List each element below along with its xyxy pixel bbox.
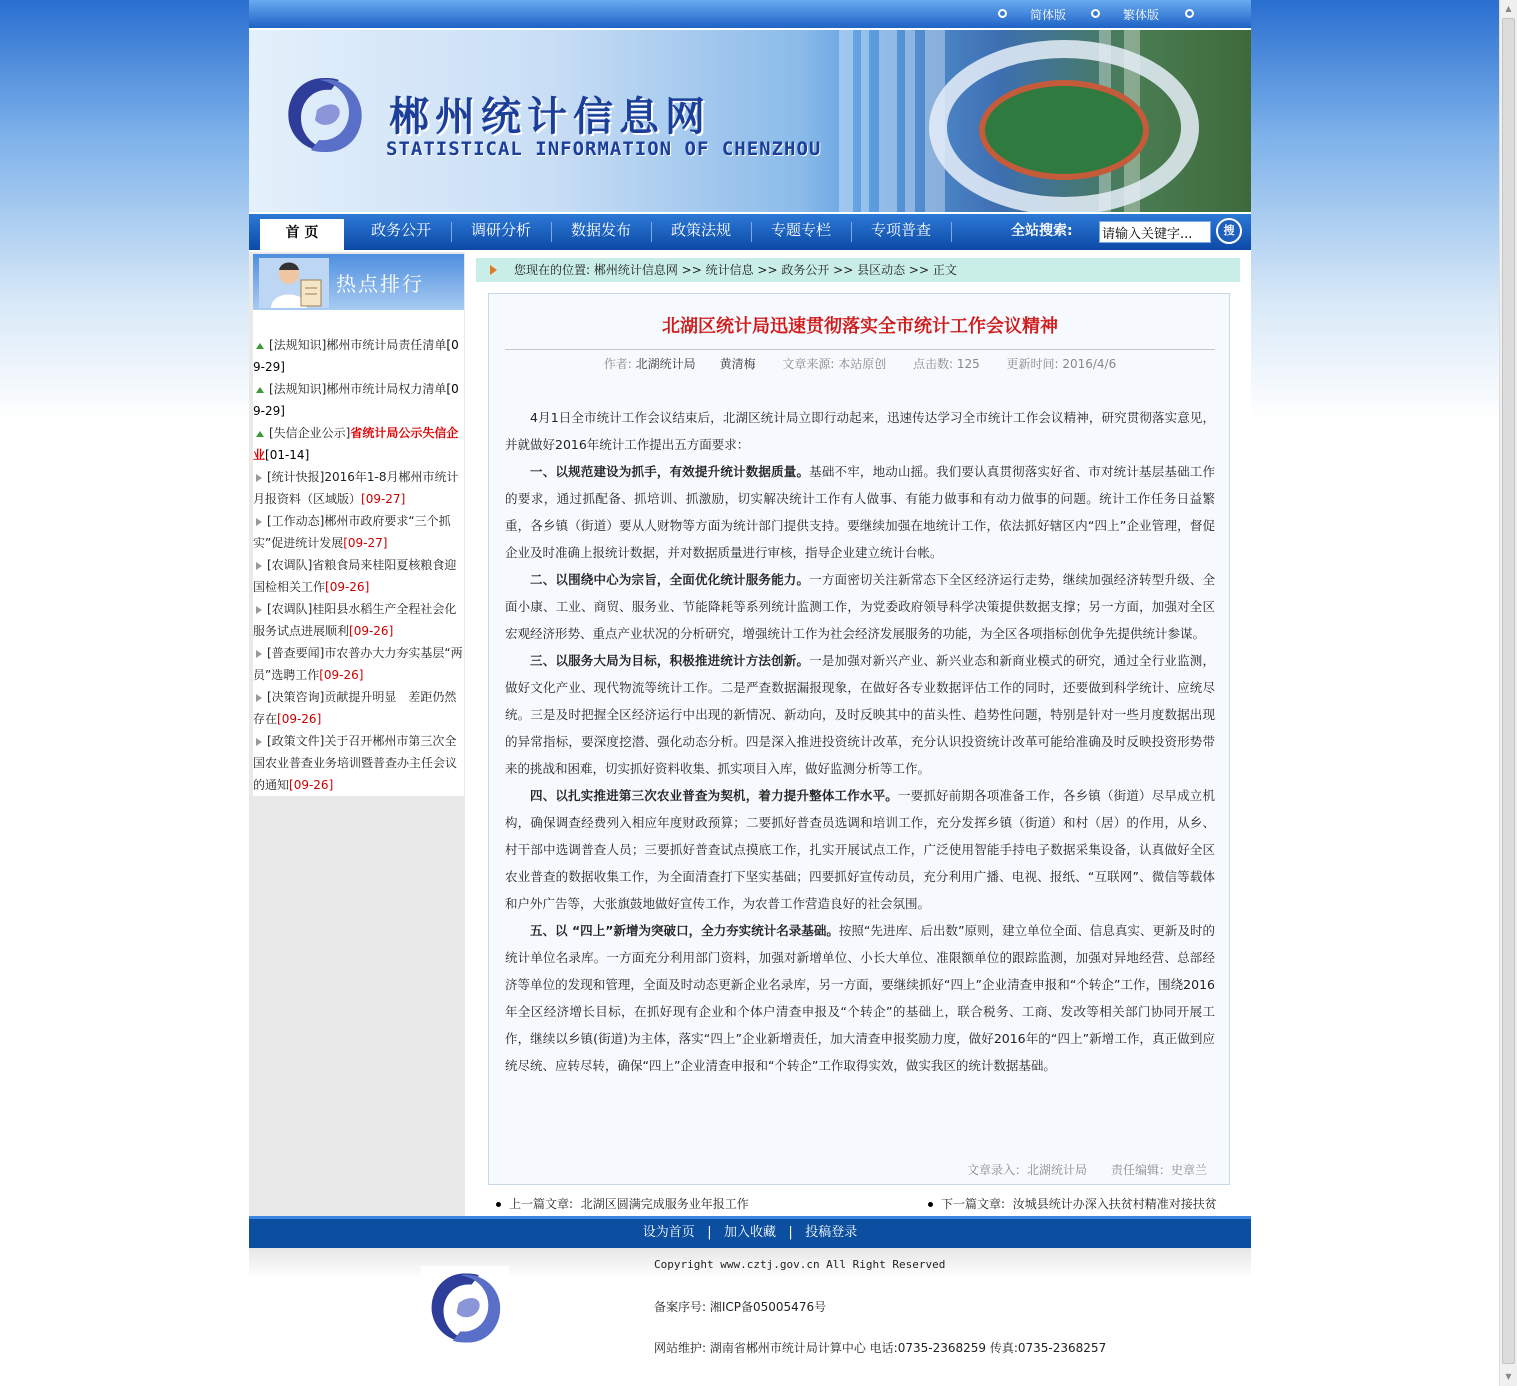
article-section <box>505 782 1215 917</box>
breadcrumb-text: 您现在的位置: 郴州统计信息网 >> 统计信息 >> 政务公开 >> 县区动态 >> 正文 <box>514 263 957 277</box>
section-text: 一方面密切关注新常态下全区经济运行走势，继续加强经济转型升级、全面小康、工业、商贸、服务业、节能降耗等系列统计监测工作，为党委政府领导科学决策提供数据支撑；另一方面，加强对全区宏观经济形势、重点产业状况的分析研究，增强统计工作为社会经济发展服务的功能，为全区各项指标创优争先提供统计参谋。 <box>505 572 1215 641</box>
item-tag: [法规知识] <box>269 382 327 396</box>
item-tag: [法规知识] <box>269 338 327 352</box>
prev-next-nav <box>488 1193 1230 1215</box>
scroll-up-arrow-icon[interactable]: ▲ <box>1505 4 1512 13</box>
author-label: 作者: <box>603 357 632 371</box>
next-label: 下一篇文章: <box>941 1197 1006 1211</box>
section-text: 按照“先进库、后出数”原则，建立单位全面、信息真实、更新及时的统计单位名录库。一方面充分利用部门资料，加强对新增单位、小长大单位、准限额单位的跟踪监测，加强对异地经营、总部经济等单位的发现和管理，全面及时动态更新企业名录库，另一方面，要继续抓好“四上”企业清查申报和“个转企”工作，围绕2016年全区经济增长目标，在抓好现有企业和个体户清查申报及“个转企”的基础上，联合税务、工商、发改等相关部门协同开展工作，继续以乡镇(街道)为主体，落实“四上”企业新增责任，加大清查申报奖励力度，做好2016年的“四上”新增工作，真正做到应统尽统、应转尽转，确保“四上”企业清查申报和“个转企”工作取得实效，做实我区的统计数据基础。 <box>505 923 1215 1073</box>
vertical-scrollbar[interactable] <box>1499 0 1517 1386</box>
source: 本站原创 <box>838 357 887 371</box>
add-favorite-link[interactable]: 加入收藏 <box>723 1225 776 1240</box>
title-divider <box>505 349 1215 350</box>
nav-item-census[interactable]: 专项普查 <box>870 221 931 239</box>
clicks: 125 <box>956 357 980 371</box>
section-heading: 二、以围绕中心为宗旨，全面优化统计服务能力。 <box>530 572 810 587</box>
section-text: 基础不牢，地动山摇。我们要认真贯彻落实好省、市对统计基层基础工作的要求，通过抓配备、抓培训、抓激励，切实解决统计工作有人做事、有能力做事和有动力做事的问题。统计工作任务日益繁重，各乡镇（街道）要从人财物等方面为统计部门提供支持。要继续加强在地统计工作，依法抓好辖区内“四上”企业管理，督促企业及时准确上报统计数据，并对数据质量进行审核，指导企业建立统计台帐。 <box>505 464 1215 560</box>
footer-logo-icon <box>421 1266 509 1350</box>
article <box>488 293 1230 1185</box>
site-title: 郴州统计信息网 <box>389 94 711 140</box>
item-date: [09-27] <box>361 492 406 506</box>
updated-label: 更新时间: <box>1006 357 1059 371</box>
sidebar <box>249 252 465 1216</box>
item-title[interactable]: 关于召开郴州市第三次全国农业普查业务培训暨普查办主任会议的通知 <box>253 734 458 792</box>
article-body <box>505 404 1215 1079</box>
footer-links: 设为首页 | 加入收藏 | 投稿登录 <box>249 1216 1251 1248</box>
item-date: [09-26] <box>277 712 322 726</box>
search-label: 全站搜索: <box>1011 223 1073 239</box>
clicks-label: 点击数: <box>912 357 953 371</box>
search-button[interactable]: 搜 <box>1216 218 1242 244</box>
item-date: [09-26] <box>289 778 334 792</box>
article-title: 北湖区统计局迅速贯彻落实全市统计工作会议精神 <box>662 316 1058 337</box>
site-subtitle: STATISTICAL INFORMATION OF CHENZHOU <box>386 138 822 160</box>
nav-item-home[interactable]: 首 页 <box>260 219 344 250</box>
main-nav <box>249 214 1251 250</box>
footer <box>249 1248 1251 1368</box>
source-label: 文章来源: <box>782 357 835 371</box>
item-title[interactable]: 郴州市政府要求“三个抓实”促进统计发展 <box>253 514 451 550</box>
item-tag: [政策文件] <box>267 734 325 748</box>
hot-list-item[interactable] <box>253 686 464 730</box>
search-input[interactable] <box>1099 221 1211 243</box>
nav-item-data[interactable]: 数据发布 <box>570 221 631 239</box>
bullet-icon <box>928 1202 933 1207</box>
section-text: 一是加强对新兴产业、新兴业态和新商业模式的研究，通过全行业监测，做好文化产业、现代物流等统计工作。二是严查数据漏报现象，在做好各专业数据评估工作的同时，还要做到科学统计、应统尽统。三是及时把握全区经济运行中出现的新情况、新动向，及时反映其中的苗头性、趋势性问题，特别是针对一些月度数据出现的异常指标，要深度挖潜、强化动态分析。四是深入推进投资统计改革，充分认识投资统计改革可能给准确及时反映投资形势带来的挑战和困难，切实抓好资料收集、抓实项目入库，做好监测分析等工作。 <box>505 653 1215 776</box>
article-section <box>505 647 1215 782</box>
item-date: [09-26] <box>319 668 364 682</box>
hot-list-item[interactable] <box>253 642 464 686</box>
site-logo-icon <box>279 70 369 160</box>
simplified-link[interactable]: 简体版 <box>1030 8 1067 22</box>
section-text: 一要抓好前期各项准备工作，各乡镇（街道）尽早成立机构，确保调查经费列入相应年度财政预算；二要抓好普查员选调和培训工作，充分发挥乡镇（街道）和村（居）的作用，从乡、村干部中选调普查人员；三要抓好普查试点摸底工作，扎实开展试点工作，广泛使用智能手持电子数据采集设备，认真做好全区农业普查的数据收集工作，为全面清查打下坚实基础；四要抓好宣传动员，充分利用广播、电视、报纸、“互联网”、微信等载体和户外广告等，大张旗鼓地做好宣传工作，为农普工作营造良好的社会氛围。 <box>505 788 1215 911</box>
triangle-right-icon <box>256 562 262 570</box>
triangle-right-icon <box>256 738 262 746</box>
bullet-icon <box>1091 9 1100 18</box>
page-container <box>249 0 1251 1368</box>
section-heading: 一、以规范建设为抓手，有效提升统计数据质量。 <box>530 464 810 479</box>
item-tag: [统计快报] <box>267 470 325 484</box>
scroll-down-arrow-icon[interactable]: ▼ <box>1505 1372 1512 1381</box>
section-heading: 四、以扎实推进第三次农业普查为契机，着力提升整体工作水平。 <box>530 788 898 803</box>
hot-ranking-header <box>253 254 464 310</box>
stadium-field <box>979 80 1149 180</box>
traditional-link[interactable]: 繁体版 <box>1123 8 1160 22</box>
item-title[interactable]: 郴州市统计局权力清单 <box>326 382 447 396</box>
item-title[interactable]: 市农普办大力夯实基层“两员”选聘工作 <box>253 646 463 682</box>
article-section <box>505 917 1215 1079</box>
item-tag: [农调队] <box>267 558 313 572</box>
article-section <box>505 566 1215 647</box>
triangle-right-icon <box>256 606 262 614</box>
hot-list-item[interactable] <box>253 598 464 642</box>
hot-list-item[interactable] <box>253 422 464 466</box>
next-article <box>928 1193 1217 1215</box>
nav-item-government[interactable]: 政务公开 <box>370 221 431 239</box>
person-icon <box>259 258 329 308</box>
item-title[interactable]: 省粮食局来桂阳夏核粮食迎国检相关工作 <box>253 558 457 594</box>
triangle-right-icon <box>256 694 262 702</box>
bullet-icon <box>1185 9 1194 18</box>
hot-list-item[interactable] <box>253 378 464 422</box>
next-link[interactable]: 汝城县统计办深入扶贫村精准对接扶贫 <box>1012 1197 1217 1211</box>
article-meta <box>489 355 1231 372</box>
nav-item-topics[interactable]: 专题专栏 <box>770 221 831 239</box>
item-tag: [农调队] <box>267 602 313 616</box>
triangle-up-icon <box>256 387 264 393</box>
hot-ranking-title: 热点排行 <box>336 272 424 296</box>
item-date: [09-29] <box>253 382 459 418</box>
updated: 2016/4/6 <box>1062 357 1117 371</box>
scroll-thumb[interactable] <box>1502 18 1515 1364</box>
top-bar <box>249 0 1251 28</box>
submit-login-link[interactable]: 投稿登录 <box>805 1225 858 1240</box>
item-title[interactable]: 2016年1-8月郴州市统计月报资料（区域版） <box>253 470 459 506</box>
nav-item-policy[interactable]: 政策法规 <box>670 221 731 239</box>
item-tag: [失信企业公示] <box>269 426 351 440</box>
set-homepage-link[interactable]: 设为首页 <box>642 1225 695 1240</box>
item-date: [09-26] <box>349 624 394 638</box>
item-title[interactable]: 郴州市统计局责任清单 <box>326 338 447 352</box>
item-title[interactable]: 桂阳县水稻生产全程社会化服务试点进展顺利 <box>253 602 457 638</box>
triangle-right-icon <box>256 474 262 482</box>
item-date: [09-29] <box>253 338 459 374</box>
arrow-right-icon <box>490 265 497 275</box>
article-section <box>505 458 1215 566</box>
prev-article <box>496 1193 749 1215</box>
item-title[interactable]: 贡献提升明显 差距仍然存在 <box>253 690 457 726</box>
item-date: [09-27] <box>343 536 388 550</box>
bullet-icon <box>496 1202 501 1207</box>
author: 北湖统计局 黄清梅 <box>635 357 756 371</box>
item-tag: [普查要闻] <box>267 646 325 660</box>
breadcrumb <box>476 258 1240 282</box>
maintenance-text: 网站维护: 湖南省郴州市统计局计算中心 电话:0735-2368259 传真:0735-2368257 <box>654 1341 1107 1355</box>
item-highlight[interactable]: 省统计局公示失信企业 <box>253 426 459 462</box>
hot-list-item[interactable] <box>253 554 464 598</box>
nav-item-research[interactable]: 调研分析 <box>470 221 531 239</box>
hot-list-item[interactable] <box>253 466 464 510</box>
triangle-right-icon <box>256 518 262 526</box>
prev-label: 上一篇文章: <box>509 1197 574 1211</box>
item-date: [09-26] <box>325 580 370 594</box>
triangle-up-icon <box>256 343 264 349</box>
article-footer: 文章录入：北湖统计局 责任编辑：史章兰 <box>966 1163 1207 1177</box>
section-heading: 五、以 “四上”新增为突破口，全力夯实统计名录基础。 <box>530 923 839 938</box>
item-tag: [工作动态] <box>267 514 325 528</box>
section-heading: 三、以服务大局为目标，积极推进统计方法创新。 <box>530 653 810 668</box>
hot-list-item[interactable] <box>253 510 464 554</box>
triangle-up-icon <box>256 431 264 437</box>
hot-list-item[interactable] <box>253 730 464 796</box>
header-banner <box>249 30 1251 212</box>
copyright-text: Copyright www.cztj.gov.cn All Right Reserved <box>654 1258 946 1271</box>
triangle-right-icon <box>256 650 262 658</box>
bullet-icon <box>998 9 1007 18</box>
article-intro: 4月1日全市统计工作会议结束后，北湖区统计局立即行动起来，迅速传达学习全市统计工作会议精神，研究贯彻落实意见，并就做好2016年统计工作提出五方面要求： <box>505 410 1215 452</box>
item-date: [01-14] <box>265 448 310 462</box>
prev-link[interactable]: 北湖区圆满完成服务业年报工作 <box>580 1197 749 1211</box>
icp-text: 备案序号: 湘ICP备05005476号 <box>654 1300 827 1314</box>
hot-list-item[interactable] <box>253 334 464 378</box>
hot-ranking-list <box>253 310 464 796</box>
item-tag: [决策咨询] <box>267 690 325 704</box>
